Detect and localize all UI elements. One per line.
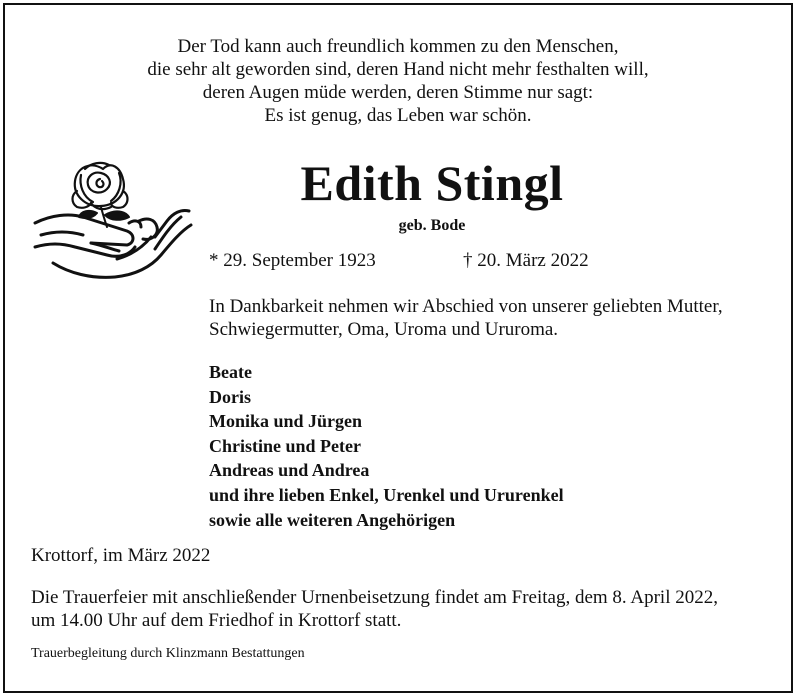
funeral-line: um 14.00 Uhr auf dem Friedhof in Krottorf statt. xyxy=(31,610,402,631)
poem-line: Es ist genug, das Leben war schön. xyxy=(264,105,532,126)
farewell-line: In Dankbarkeit nehmen wir Abschied von unserer geliebten Mutter, xyxy=(209,296,723,317)
memorial-poem xyxy=(5,35,791,127)
funeral-line: Die Trauerfeier mit anschließender Urnenbeisetzung findet am Freitag, dem 8. April 2022, xyxy=(31,587,718,608)
life-dates xyxy=(209,250,589,272)
deceased-name: Edith Stingl xyxy=(300,155,564,211)
farewell-text xyxy=(209,295,789,341)
mourner-entry: sowie alle weiteren Angehörigen xyxy=(209,509,456,530)
undertaker-credit: Trauerbegleitung durch Klinzmann Bestattungen xyxy=(31,646,305,661)
mourner-entry: Doris xyxy=(209,386,251,407)
mourner-entry: und ihre lieben Enkel, Urenkel und Ururenkel xyxy=(209,484,564,505)
poem-line: deren Augen müde werden, deren Stimme nur sagt: xyxy=(202,82,594,103)
obituary-notice xyxy=(3,3,793,693)
place-and-date: Krottorf, im März 2022 xyxy=(31,545,211,566)
mourner-entry: Christine und Peter xyxy=(209,435,361,456)
funeral-info xyxy=(31,586,718,632)
farewell-line: Schwiegermutter, Oma, Uroma und Ururoma. xyxy=(209,319,559,340)
death-date: † 20. März 2022 xyxy=(463,250,589,271)
mourners-list xyxy=(209,360,564,532)
rose-in-hands-icon xyxy=(31,151,196,289)
poem-line: die sehr alt geworden sind, deren Hand nicht mehr festhalten will, xyxy=(147,59,649,80)
birth-date: * 29. September 1923 xyxy=(209,250,376,271)
poem-line: Der Tod kann auch freundlich kommen zu den Menschen, xyxy=(177,36,619,57)
mourner-entry: Monika und Jürgen xyxy=(209,411,363,432)
maiden-name: geb. Bode xyxy=(398,217,466,234)
mourner-entry: Andreas und Andrea xyxy=(209,460,370,481)
mourner-entry: Beate xyxy=(209,362,252,382)
